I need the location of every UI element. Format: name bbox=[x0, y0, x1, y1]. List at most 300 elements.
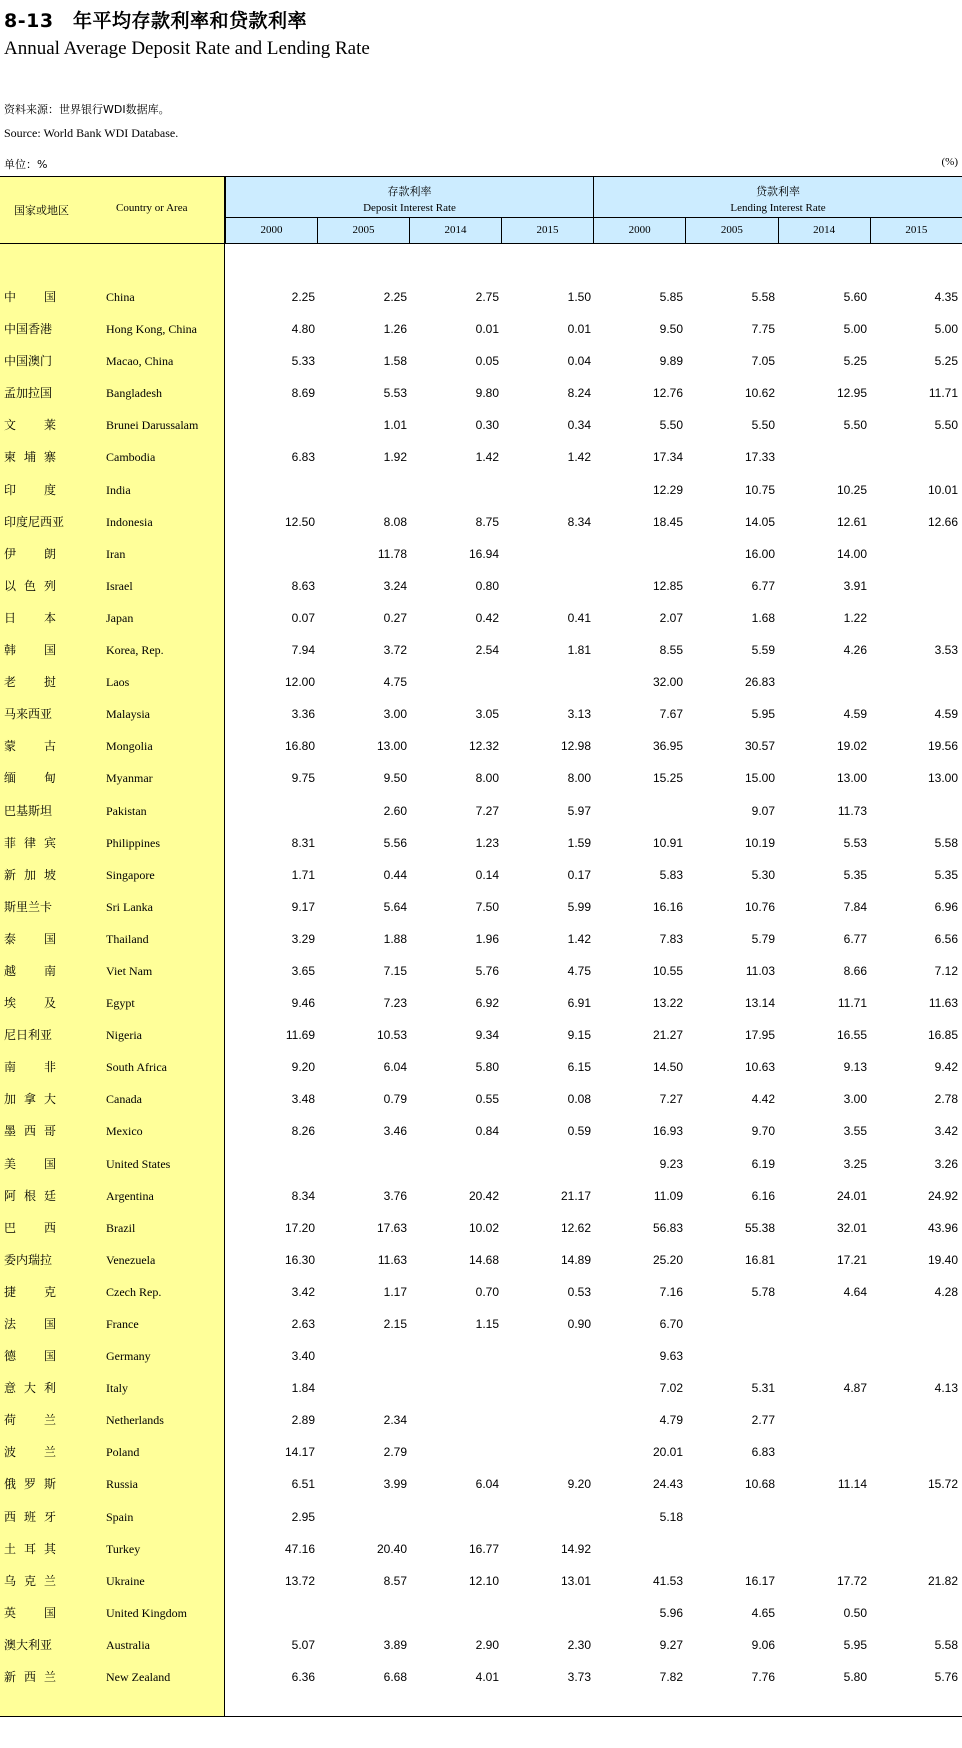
lending-value: 7.27 bbox=[659, 1092, 683, 1107]
country-name-cn: 澳大利亚 bbox=[4, 1637, 53, 1652]
rates-table bbox=[0, 176, 962, 1717]
country-name-cn: 印度尼西亚 bbox=[4, 514, 65, 529]
table-row bbox=[0, 1372, 962, 1404]
lending-value: 8.66 bbox=[843, 963, 867, 978]
lending-value: 4.35 bbox=[934, 290, 958, 304]
deposit-value: 9.20 bbox=[567, 1477, 591, 1492]
deposit-value: 0.90 bbox=[567, 1317, 591, 1331]
country-name-en: Hong Kong, China bbox=[106, 322, 197, 337]
country-name-cn: 阿根廷 bbox=[4, 1188, 56, 1203]
country-name-en: Brunei Darussalam bbox=[106, 418, 199, 433]
country-name-en: New Zealand bbox=[106, 1670, 171, 1685]
table-row bbox=[0, 1340, 962, 1372]
deposit-value: 14.68 bbox=[468, 1252, 499, 1267]
deposit-value: 9.50 bbox=[383, 771, 407, 786]
lending-value: 9.07 bbox=[751, 803, 775, 818]
lending-value: 7.05 bbox=[751, 354, 775, 369]
deposit-value: 6.83 bbox=[291, 450, 315, 465]
deposit-value: 5.56 bbox=[383, 835, 407, 850]
lending-value: 15.00 bbox=[744, 771, 775, 786]
country-name-cn: 新西兰 bbox=[4, 1670, 56, 1685]
deposit-value: 7.27 bbox=[475, 803, 499, 818]
deposit-value: 21.17 bbox=[560, 1188, 591, 1203]
lending-value: 43.96 bbox=[927, 1220, 958, 1235]
lending-value: 9.23 bbox=[659, 1156, 683, 1171]
lending-value: 10.68 bbox=[744, 1477, 775, 1492]
lending-value: 5.95 bbox=[843, 1637, 867, 1652]
deposit-value: 4.80 bbox=[291, 322, 315, 337]
country-name-en: China bbox=[106, 290, 135, 304]
lending-year: 2005 bbox=[685, 218, 777, 243]
deposit-value: 6.04 bbox=[383, 1060, 407, 1075]
deposit-value: 3.00 bbox=[383, 707, 407, 722]
lending-value: 2.78 bbox=[934, 1092, 958, 1107]
deposit-value: 6.04 bbox=[475, 1477, 499, 1492]
table-row bbox=[0, 1629, 962, 1661]
page-title-en: Annual Average Deposit Rate and Lending Rate bbox=[4, 38, 370, 59]
table-row bbox=[0, 1212, 962, 1244]
country-name-cn: 柬埔寨 bbox=[4, 450, 56, 465]
deposit-value: 0.55 bbox=[475, 1092, 499, 1107]
lending-value: 11.14 bbox=[837, 1477, 867, 1492]
deposit-header-en: Deposit Interest Rate bbox=[363, 202, 456, 214]
country-name-cn: 日本 bbox=[4, 610, 56, 625]
table-row bbox=[0, 1244, 962, 1276]
deposit-value: 10.02 bbox=[468, 1220, 499, 1235]
deposit-value: 8.57 bbox=[383, 1573, 407, 1588]
lending-value: 5.83 bbox=[659, 867, 683, 882]
lending-value: 7.83 bbox=[659, 931, 683, 946]
lending-value: 14.05 bbox=[744, 514, 775, 529]
deposit-value: 1.42 bbox=[475, 450, 499, 465]
deposit-value: 0.01 bbox=[475, 322, 499, 337]
deposit-value: 1.84 bbox=[291, 1381, 315, 1396]
country-name-en: Spain bbox=[106, 1509, 134, 1524]
lending-value: 32.00 bbox=[652, 675, 683, 690]
lending-value: 15.72 bbox=[927, 1477, 958, 1492]
deposit-value: 12.98 bbox=[560, 739, 591, 754]
country-name-cn: 俄罗斯 bbox=[4, 1477, 56, 1492]
lending-value: 5.85 bbox=[659, 290, 683, 304]
country-name-en: Mongolia bbox=[106, 739, 153, 754]
table-row bbox=[0, 1468, 962, 1500]
lending-value: 4.65 bbox=[751, 1605, 775, 1620]
country-name-en: Iran bbox=[106, 546, 126, 561]
lending-value: 16.81 bbox=[744, 1252, 775, 1267]
country-name-en: Korea, Rep. bbox=[106, 643, 164, 658]
lending-value: 4.42 bbox=[751, 1092, 775, 1107]
lending-value: 4.26 bbox=[843, 643, 867, 658]
deposit-value: 20.40 bbox=[376, 1541, 407, 1556]
deposit-value: 0.44 bbox=[383, 867, 407, 882]
lending-value: 11.63 bbox=[928, 996, 958, 1011]
country-name-cn: 伊朗 bbox=[4, 546, 56, 561]
deposit-value: 14.17 bbox=[284, 1445, 315, 1460]
deposit-value: 1.15 bbox=[475, 1317, 499, 1331]
country-name-cn: 西班牙 bbox=[4, 1509, 56, 1524]
lending-value: 32.01 bbox=[836, 1220, 867, 1235]
country-name-en: Cambodia bbox=[106, 450, 156, 465]
country-name-en: Germany bbox=[106, 1349, 151, 1364]
deposit-value: 8.31 bbox=[291, 835, 315, 850]
country-name-cn: 法国 bbox=[4, 1317, 56, 1331]
table-row bbox=[0, 1436, 962, 1468]
table-row bbox=[0, 313, 962, 345]
lending-value: 26.83 bbox=[744, 675, 775, 690]
lending-header-title bbox=[594, 183, 962, 217]
lending-value: 56.83 bbox=[652, 1220, 683, 1235]
table-row bbox=[0, 891, 962, 923]
deposit-value: 5.97 bbox=[567, 803, 591, 818]
deposit-value: 13.01 bbox=[560, 1573, 591, 1588]
deposit-value: 8.34 bbox=[567, 514, 591, 529]
country-name-en: United Kingdom bbox=[106, 1605, 187, 1620]
lending-value: 9.06 bbox=[751, 1637, 775, 1652]
deposit-value: 8.69 bbox=[291, 386, 315, 401]
deposit-value: 16.30 bbox=[284, 1252, 315, 1267]
lending-value: 6.83 bbox=[751, 1445, 775, 1460]
table-row bbox=[0, 987, 962, 1019]
deposit-value: 3.24 bbox=[383, 578, 407, 593]
country-name-cn: 蒙古 bbox=[4, 739, 56, 754]
deposit-value: 8.75 bbox=[475, 514, 499, 529]
country-name-en: Poland bbox=[106, 1445, 140, 1460]
deposit-header-cn: 存款利率 bbox=[387, 185, 432, 198]
deposit-value: 9.20 bbox=[291, 1060, 315, 1075]
country-name-en: France bbox=[106, 1317, 139, 1331]
lending-value: 5.35 bbox=[843, 867, 867, 882]
deposit-value: 1.96 bbox=[475, 931, 499, 946]
lending-value: 6.96 bbox=[934, 899, 958, 914]
country-name-cn: 尼日利亚 bbox=[4, 1028, 53, 1043]
country-name-en: Indonesia bbox=[106, 514, 153, 529]
deposit-value: 1.88 bbox=[383, 931, 407, 946]
lending-value: 5.31 bbox=[751, 1381, 775, 1396]
lending-value: 3.91 bbox=[843, 578, 867, 593]
deposit-value: 0.17 bbox=[567, 867, 591, 882]
deposit-value: 11.78 bbox=[377, 546, 407, 561]
deposit-value: 0.70 bbox=[475, 1284, 499, 1299]
country-name-cn: 波兰 bbox=[4, 1445, 56, 1460]
table-row bbox=[0, 570, 962, 602]
country-name-cn: 文莱 bbox=[4, 418, 56, 433]
country-name-cn: 土耳其 bbox=[4, 1541, 56, 1556]
lending-value: 13.22 bbox=[652, 996, 683, 1011]
country-name-en: Russia bbox=[106, 1477, 139, 1492]
table-body bbox=[0, 281, 962, 1693]
deposit-value: 0.14 bbox=[475, 867, 499, 882]
deposit-value: 12.32 bbox=[468, 739, 499, 754]
lending-value: 5.79 bbox=[751, 931, 775, 946]
deposit-value: 5.80 bbox=[475, 1060, 499, 1075]
table-row bbox=[0, 506, 962, 538]
country-name-cn: 中国 bbox=[4, 290, 56, 304]
table-row bbox=[0, 1180, 962, 1212]
deposit-value: 3.89 bbox=[383, 1637, 407, 1652]
deposit-value: 4.75 bbox=[383, 675, 407, 690]
table-row bbox=[0, 538, 962, 570]
deposit-value: 0.53 bbox=[567, 1284, 591, 1299]
deposit-value: 3.36 bbox=[291, 707, 315, 722]
lending-value: 12.29 bbox=[652, 482, 683, 497]
lending-value: 5.30 bbox=[751, 867, 775, 882]
deposit-value: 3.72 bbox=[383, 643, 407, 658]
table-row bbox=[0, 923, 962, 955]
header-divider bbox=[0, 243, 225, 244]
country-name-cn: 美国 bbox=[4, 1156, 56, 1171]
deposit-value: 10.53 bbox=[376, 1028, 407, 1043]
lending-value: 5.76 bbox=[934, 1670, 958, 1685]
deposit-value: 16.94 bbox=[468, 546, 499, 561]
country-name-en: Turkey bbox=[106, 1541, 141, 1556]
lending-value: 7.02 bbox=[659, 1381, 683, 1396]
country-name-en: Laos bbox=[106, 675, 130, 690]
lending-value: 5.50 bbox=[659, 418, 683, 433]
lending-value: 36.95 bbox=[652, 739, 683, 754]
table-row bbox=[0, 1276, 962, 1308]
lending-value: 18.45 bbox=[652, 514, 683, 529]
lending-year: 2014 bbox=[778, 218, 870, 243]
lending-value: 11.71 bbox=[837, 996, 867, 1011]
deposit-value: 12.50 bbox=[284, 514, 315, 529]
deposit-value: 3.65 bbox=[291, 963, 315, 978]
col-header-cn: 国家或地区 bbox=[14, 204, 69, 217]
deposit-value: 3.05 bbox=[475, 707, 499, 722]
lending-value: 25.20 bbox=[652, 1252, 683, 1267]
deposit-value: 7.23 bbox=[383, 996, 407, 1011]
deposit-value: 1.81 bbox=[567, 643, 591, 658]
lending-value: 1.22 bbox=[843, 610, 867, 625]
lending-value: 3.00 bbox=[843, 1092, 867, 1107]
deposit-value: 0.30 bbox=[475, 418, 499, 433]
lending-value: 4.59 bbox=[934, 707, 958, 722]
deposit-value: 14.89 bbox=[560, 1252, 591, 1267]
deposit-value: 3.42 bbox=[291, 1284, 315, 1299]
deposit-year: 2015 bbox=[501, 218, 593, 243]
country-name-en: Canada bbox=[106, 1092, 142, 1107]
lending-value: 2.07 bbox=[659, 610, 683, 625]
deposit-value: 3.48 bbox=[291, 1092, 315, 1107]
lending-value: 5.58 bbox=[751, 290, 775, 304]
lending-header bbox=[593, 177, 962, 244]
lending-value: 5.35 bbox=[934, 867, 958, 882]
deposit-value: 13.00 bbox=[376, 739, 407, 754]
lending-value: 15.25 bbox=[652, 771, 683, 786]
lending-value: 12.95 bbox=[836, 386, 867, 401]
deposit-value: 8.00 bbox=[475, 771, 499, 786]
col-header-en: Country or Area bbox=[116, 202, 188, 214]
lending-value: 12.61 bbox=[836, 514, 867, 529]
lending-value: 7.84 bbox=[843, 899, 867, 914]
deposit-value: 2.79 bbox=[383, 1445, 407, 1460]
deposit-value: 2.15 bbox=[383, 1317, 407, 1331]
lending-value: 5.78 bbox=[751, 1284, 775, 1299]
table-row bbox=[0, 1533, 962, 1565]
deposit-value: 5.64 bbox=[383, 899, 407, 914]
country-name-cn: 越南 bbox=[4, 963, 56, 978]
country-name-cn: 德国 bbox=[4, 1349, 56, 1364]
country-name-en: Macao, China bbox=[106, 354, 174, 369]
lending-value: 5.25 bbox=[934, 354, 958, 369]
country-name-en: Malaysia bbox=[106, 707, 150, 722]
deposit-value: 3.99 bbox=[383, 1477, 407, 1492]
lending-value: 6.77 bbox=[751, 578, 775, 593]
country-name-en: United States bbox=[106, 1156, 171, 1171]
lending-value: 11.71 bbox=[928, 386, 958, 401]
lending-value: 5.58 bbox=[934, 1637, 958, 1652]
deposit-value: 5.07 bbox=[291, 1637, 315, 1652]
country-name-cn: 老挝 bbox=[4, 675, 56, 690]
lending-value: 1.68 bbox=[751, 610, 775, 625]
lending-value: 21.27 bbox=[652, 1028, 683, 1043]
lending-value: 7.67 bbox=[659, 707, 683, 722]
deposit-value: 20.42 bbox=[468, 1188, 499, 1203]
country-name-en: Thailand bbox=[106, 931, 149, 946]
lending-value: 24.92 bbox=[927, 1188, 958, 1203]
country-name-cn: 英国 bbox=[4, 1605, 56, 1620]
country-name-cn: 巴基斯坦 bbox=[4, 803, 53, 818]
lending-value: 20.01 bbox=[652, 1445, 683, 1460]
lending-value: 11.09 bbox=[653, 1188, 683, 1203]
lending-value: 24.01 bbox=[836, 1188, 867, 1203]
lending-years bbox=[594, 217, 962, 244]
lending-value: 3.42 bbox=[934, 1124, 958, 1139]
source-note-cn: 资料来源：世界银行WDI数据库。 bbox=[4, 103, 170, 116]
lending-value: 5.60 bbox=[843, 290, 867, 304]
lending-value: 7.76 bbox=[751, 1670, 775, 1685]
lending-value: 10.01 bbox=[927, 482, 958, 497]
deposit-value: 7.50 bbox=[475, 899, 499, 914]
country-name-cn: 韩国 bbox=[4, 643, 56, 658]
lending-value: 9.13 bbox=[843, 1060, 867, 1075]
deposit-value: 4.75 bbox=[567, 963, 591, 978]
deposit-year: 2014 bbox=[409, 218, 501, 243]
deposit-value: 7.94 bbox=[291, 643, 315, 658]
lending-value: 17.33 bbox=[744, 450, 775, 465]
deposit-value: 12.10 bbox=[468, 1573, 499, 1588]
lending-value: 0.50 bbox=[843, 1605, 867, 1620]
lending-value: 6.19 bbox=[751, 1156, 775, 1171]
deposit-value: 2.34 bbox=[383, 1413, 407, 1428]
deposit-value: 0.80 bbox=[475, 578, 499, 593]
country-name-en: Italy bbox=[106, 1381, 128, 1396]
country-name-cn: 墨西哥 bbox=[4, 1124, 56, 1139]
lending-value: 41.53 bbox=[652, 1573, 683, 1588]
deposit-value: 2.25 bbox=[383, 290, 407, 304]
deposit-value: 2.95 bbox=[291, 1509, 315, 1524]
lending-value: 9.50 bbox=[659, 322, 683, 337]
country-name-en: Nigeria bbox=[106, 1028, 142, 1043]
deposit-value: 3.40 bbox=[291, 1349, 315, 1364]
lending-value: 12.66 bbox=[927, 514, 958, 529]
deposit-value: 9.15 bbox=[567, 1028, 591, 1043]
deposit-value: 6.68 bbox=[383, 1670, 407, 1685]
lending-value: 4.64 bbox=[843, 1284, 867, 1299]
country-name-cn: 南非 bbox=[4, 1060, 56, 1075]
lending-value: 6.16 bbox=[751, 1188, 775, 1203]
deposit-value: 0.07 bbox=[291, 610, 315, 625]
table-row bbox=[0, 1404, 962, 1436]
deposit-value: 5.53 bbox=[383, 386, 407, 401]
lending-value: 13.00 bbox=[836, 771, 867, 786]
deposit-value: 17.63 bbox=[376, 1220, 407, 1235]
deposit-value: 2.89 bbox=[291, 1413, 315, 1428]
deposit-value: 6.92 bbox=[475, 996, 499, 1011]
country-name-cn: 捷克 bbox=[4, 1284, 56, 1299]
lending-value: 19.40 bbox=[927, 1252, 958, 1267]
deposit-value: 9.34 bbox=[475, 1028, 499, 1043]
country-name-cn: 中国香港 bbox=[4, 322, 53, 337]
lending-value: 7.16 bbox=[659, 1284, 683, 1299]
table-row bbox=[0, 377, 962, 409]
country-name-cn: 泰国 bbox=[4, 931, 56, 946]
lending-value: 5.95 bbox=[751, 707, 775, 722]
deposit-value: 1.92 bbox=[383, 450, 407, 465]
deposit-value: 3.13 bbox=[567, 707, 591, 722]
lending-value: 5.50 bbox=[843, 418, 867, 433]
deposit-value: 0.04 bbox=[567, 354, 591, 369]
deposit-value: 1.58 bbox=[383, 354, 407, 369]
lending-value: 10.75 bbox=[744, 482, 775, 497]
deposit-value: 9.46 bbox=[291, 996, 315, 1011]
lending-value: 10.91 bbox=[652, 835, 683, 850]
lending-value: 9.63 bbox=[659, 1349, 683, 1364]
deposit-value: 14.92 bbox=[560, 1541, 591, 1556]
deposit-value: 5.33 bbox=[291, 354, 315, 369]
lending-value: 3.26 bbox=[934, 1156, 958, 1171]
lending-value: 7.12 bbox=[934, 963, 958, 978]
lending-value: 4.87 bbox=[843, 1381, 867, 1396]
lending-value: 4.59 bbox=[843, 707, 867, 722]
lending-value: 6.56 bbox=[934, 931, 958, 946]
country-name-cn: 乌克兰 bbox=[4, 1573, 56, 1588]
lending-value: 5.18 bbox=[659, 1509, 683, 1524]
country-name-en: Philippines bbox=[106, 835, 161, 850]
country-name-en: Sri Lanka bbox=[106, 899, 153, 914]
deposit-value: 9.80 bbox=[475, 386, 499, 401]
deposit-value: 8.63 bbox=[291, 578, 315, 593]
table-row bbox=[0, 827, 962, 859]
deposit-value: 11.63 bbox=[377, 1252, 407, 1267]
deposit-value: 17.20 bbox=[284, 1220, 315, 1235]
lending-value: 5.96 bbox=[659, 1605, 683, 1620]
lending-value: 7.82 bbox=[659, 1670, 683, 1685]
deposit-value: 2.60 bbox=[383, 803, 407, 818]
table-row bbox=[0, 1308, 962, 1340]
lending-value: 3.25 bbox=[843, 1156, 867, 1171]
lending-value: 10.76 bbox=[744, 899, 775, 914]
lending-value: 5.50 bbox=[751, 418, 775, 433]
deposit-year: 2000 bbox=[260, 224, 283, 236]
table-row bbox=[0, 409, 962, 441]
country-name-en: Singapore bbox=[106, 867, 155, 882]
deposit-value: 6.36 bbox=[291, 1670, 315, 1685]
lending-value: 17.34 bbox=[652, 450, 683, 465]
deposit-value: 8.26 bbox=[291, 1124, 315, 1139]
country-name-cn: 中国澳门 bbox=[4, 354, 53, 369]
table-row bbox=[0, 1565, 962, 1597]
lending-value: 16.55 bbox=[836, 1028, 867, 1043]
lending-value: 16.85 bbox=[927, 1028, 958, 1043]
country-name-en: Argentina bbox=[106, 1188, 154, 1203]
lending-value: 4.13 bbox=[934, 1381, 958, 1396]
country-name-cn: 意大利 bbox=[4, 1381, 56, 1396]
table-row bbox=[0, 730, 962, 762]
deposit-value: 47.16 bbox=[284, 1541, 315, 1556]
deposit-value: 1.17 bbox=[383, 1284, 407, 1299]
deposit-value: 5.99 bbox=[567, 899, 591, 914]
deposit-value: 2.75 bbox=[475, 290, 499, 304]
